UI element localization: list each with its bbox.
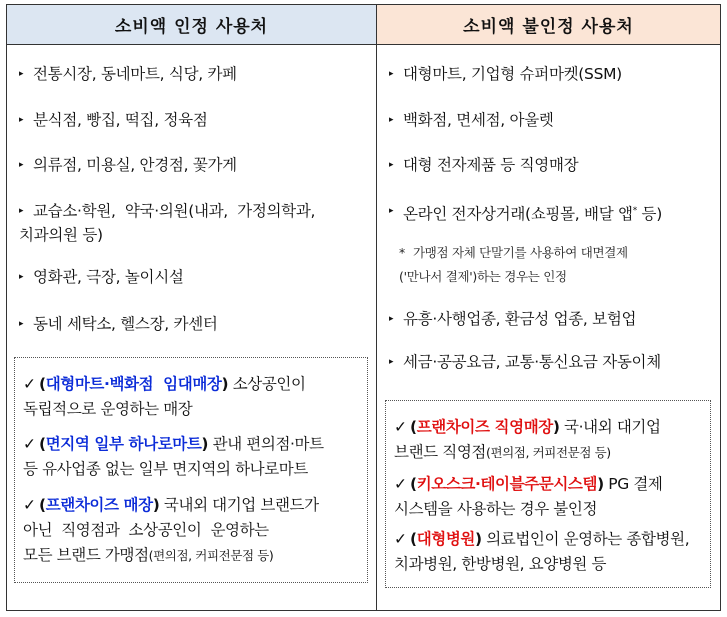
- disallowed-exceptions-box: [385, 400, 711, 588]
- bullet-icon: ▸: [19, 272, 24, 282]
- allowed-item: [19, 62, 237, 86]
- comparison-table: [6, 4, 721, 611]
- highlight-text: 면지역 일부 하나로마트: [45, 435, 202, 453]
- highlight-text: 프랜차이즈 매장: [45, 496, 153, 514]
- disallowed-item: [389, 62, 622, 86]
- bullet-icon: ▸: [389, 206, 394, 216]
- allowed-item: [19, 199, 371, 247]
- bullet-icon: ▸: [389, 69, 394, 79]
- allowed-item: [19, 265, 184, 289]
- item-text: 대형 전자제품 등 직영매장: [403, 156, 579, 174]
- disallowed-column: [377, 5, 720, 610]
- check-icon: ✓: [23, 435, 36, 453]
- item-text: 의류점, 미용실, 안경점, 꽃가게: [33, 156, 237, 174]
- item-text: 분식점, 빵집, 떡집, 정육점: [33, 111, 208, 129]
- check-icon: ✓: [394, 475, 407, 493]
- allowed-item: [19, 153, 237, 177]
- bullet-icon: ▸: [389, 314, 394, 324]
- highlight-text: 키오스크·테이블주문시스템: [416, 475, 598, 493]
- highlight-text: 대형병원: [416, 530, 475, 548]
- allowed-exceptions-box: [14, 357, 368, 583]
- exception-entry: ✓ (대형병원) 의료법인이 운영하는 종합병원, 치과병원, 한방병원, 요양병원 등: [394, 527, 706, 577]
- allowed-header: 소비액 인정 사용처: [7, 5, 376, 45]
- online-footnote: * 가맹점 자체 단말기를 사용하여 대면결제 ('만나서 결제')하는 경우는 인정: [399, 245, 628, 284]
- allowed-column: [7, 5, 377, 610]
- disallowed-item: [389, 153, 578, 177]
- bullet-icon: ▸: [389, 115, 394, 125]
- bullet-icon: ▸: [19, 69, 24, 79]
- item-text: 유흥·사행업종, 환금성 업종, 보험업: [403, 310, 637, 328]
- item-text: 영화관, 극장, 놀이시설: [33, 268, 184, 286]
- check-icon: ✓: [23, 496, 36, 514]
- check-icon: ✓: [394, 530, 407, 548]
- item-text: 대형마트, 기업형 슈퍼마켓(SSM): [403, 65, 622, 83]
- exception-entry: ✓ (대형마트·백화점 임대매장) 소상공인이 독립적으로 운영하는 매장: [23, 372, 361, 422]
- disallowed-header: 소비액 불인정 사용처: [377, 5, 720, 45]
- highlight-text: 프랜차이즈 직영매장: [416, 418, 553, 436]
- disallowed-item: [389, 108, 554, 132]
- check-icon: ✓: [394, 418, 407, 436]
- highlight-text: 대형마트·백화점 임대매장: [45, 375, 222, 393]
- item-text: 세금·공공요금, 교통·통신요금 자동이체: [403, 353, 661, 371]
- bullet-icon: ▸: [19, 206, 24, 216]
- bullet-icon: ▸: [19, 160, 24, 170]
- bullet-icon: ▸: [389, 160, 394, 170]
- item-text: 전통시장, 동네마트, 식당, 카페: [33, 65, 237, 83]
- disallowed-item: ▸ 온라인 전자상거래(쇼핑몰, 배달 앱* 등): [389, 199, 662, 226]
- item-text: 백화점, 면세점, 아울렛: [403, 111, 554, 129]
- allowed-item: [19, 312, 218, 336]
- exception-entry: ✓ (면지역 일부 하나로마트) 관내 편의점·마트 등 유사업종 없는 일부 면지역의 하나로마트: [23, 432, 361, 482]
- disallowed-item: [389, 350, 661, 374]
- disallowed-item: [389, 307, 636, 331]
- check-icon: ✓: [23, 375, 36, 393]
- exception-entry: ✓ (프랜차이즈 직영매장) 국·내외 대기업 브랜드 직영점(편의점, 커피전문점 등): [394, 415, 706, 465]
- bullet-icon: ▸: [19, 319, 24, 329]
- item-text-line1: 교습소·학원, 약국·의원(내과, 가정의학과,: [33, 202, 316, 220]
- allowed-item: [19, 108, 208, 132]
- bullet-icon: ▸: [389, 357, 394, 367]
- item-text-line2: 치과의원 등): [19, 226, 103, 244]
- bullet-icon: ▸: [19, 115, 24, 125]
- exception-entry: ✓ (키오스크·테이블주문시스템) PG 결제 시스템을 사용하는 경우 불인정: [394, 472, 706, 522]
- exception-entry: ✓ (프랜차이즈 매장) 국내외 대기업 브랜드가 아닌 직영점과 소상공인이 운영하는 모든 브랜드 가맹점(편의점, 커피전문점 등): [23, 493, 361, 568]
- item-text: 동네 세탁소, 헬스장, 카센터: [33, 315, 218, 333]
